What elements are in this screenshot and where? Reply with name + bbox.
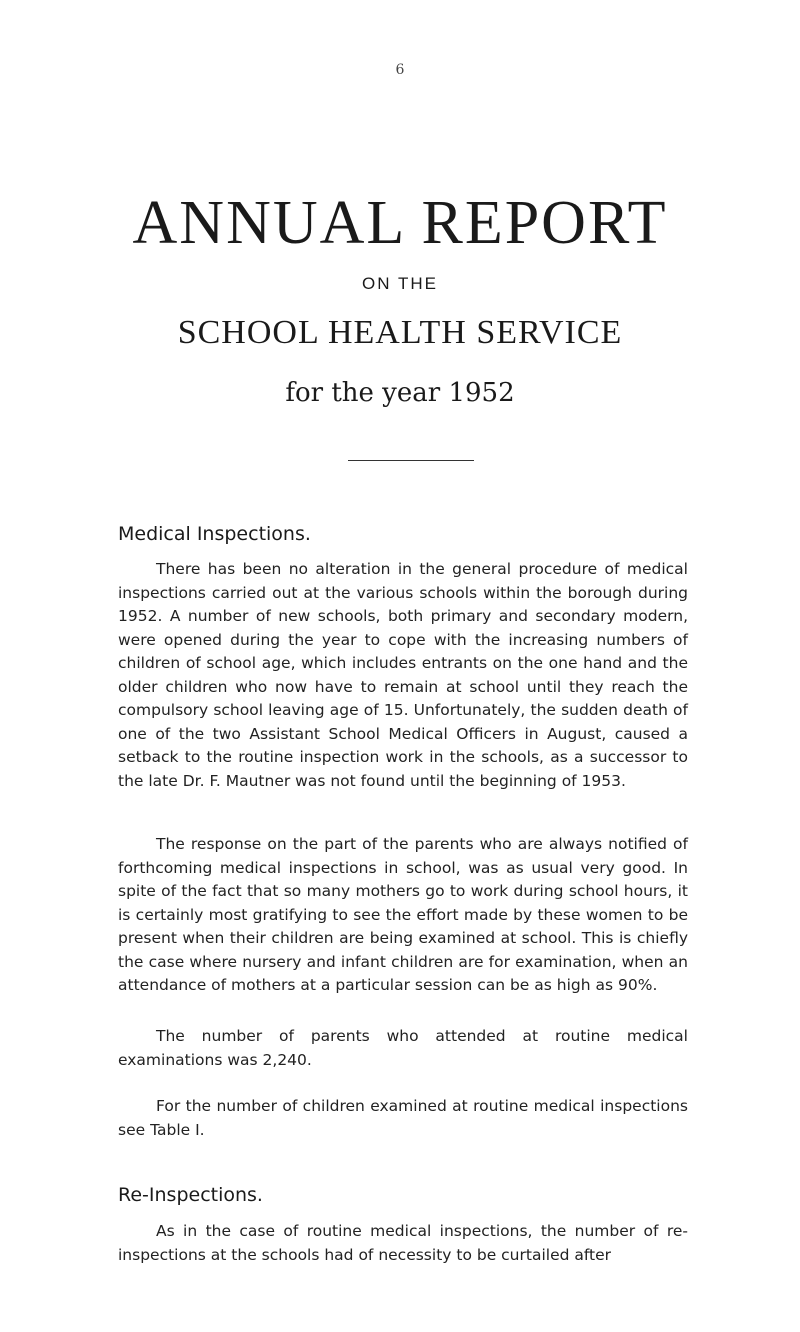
report-year: for the year 1952	[285, 378, 515, 408]
paragraph: The number of parents who attended at routine medical examinations was 2,240.	[118, 1027, 688, 1069]
section-heading-medical-inspections: Medical Inspections.	[118, 523, 311, 545]
paragraph: As in the case of routine medical inspections, the number of re-inspections at the schools had of necessity to be curtailed after	[118, 1222, 688, 1264]
page-number: 6	[395, 62, 405, 78]
report-title: ANNUAL REPORT	[132, 189, 668, 257]
on-the-line: ON THE	[362, 274, 438, 293]
section-heading-re-inspections: Re-Inspections.	[118, 1184, 263, 1206]
report-subtitle: SCHOOL HEALTH SERVICE	[177, 314, 623, 351]
paragraph: The response on the part of the parents who are always notified of forthcoming medical inspections in school, was as usual very good. In spite of the fact that so many mothers go to work during school hours, it is certainly most gratifying to see the effort made by these women to be present when their children are being examined at school. This is chiefly the case where nursery and infant children are for examination, when an attendance of mothers at a particular session can be as high as 90%.	[118, 835, 688, 994]
paragraph: There has been no alteration in the general procedure of medical inspections carried out at the various schools within the borough during 1952. A number of new schools, both primary and secondary modern, were opened during the year to cope with the increasing numbers of children of school age, which includes entrants on the one hand and the older children who now have to remain at school until they reach the compulsory school leaving age of 15. Unfortunately, the sudden death of one of the two Assistant School Medical Officers in August, caused a setback to the routine inspection work in the schools, as a successor to the late Dr. F. Mautner was not found until the beginning of 1953.	[118, 560, 688, 790]
paragraph: For the number of children examined at routine medical inspections see Table I.	[118, 1097, 688, 1139]
title-divider	[348, 460, 474, 461]
